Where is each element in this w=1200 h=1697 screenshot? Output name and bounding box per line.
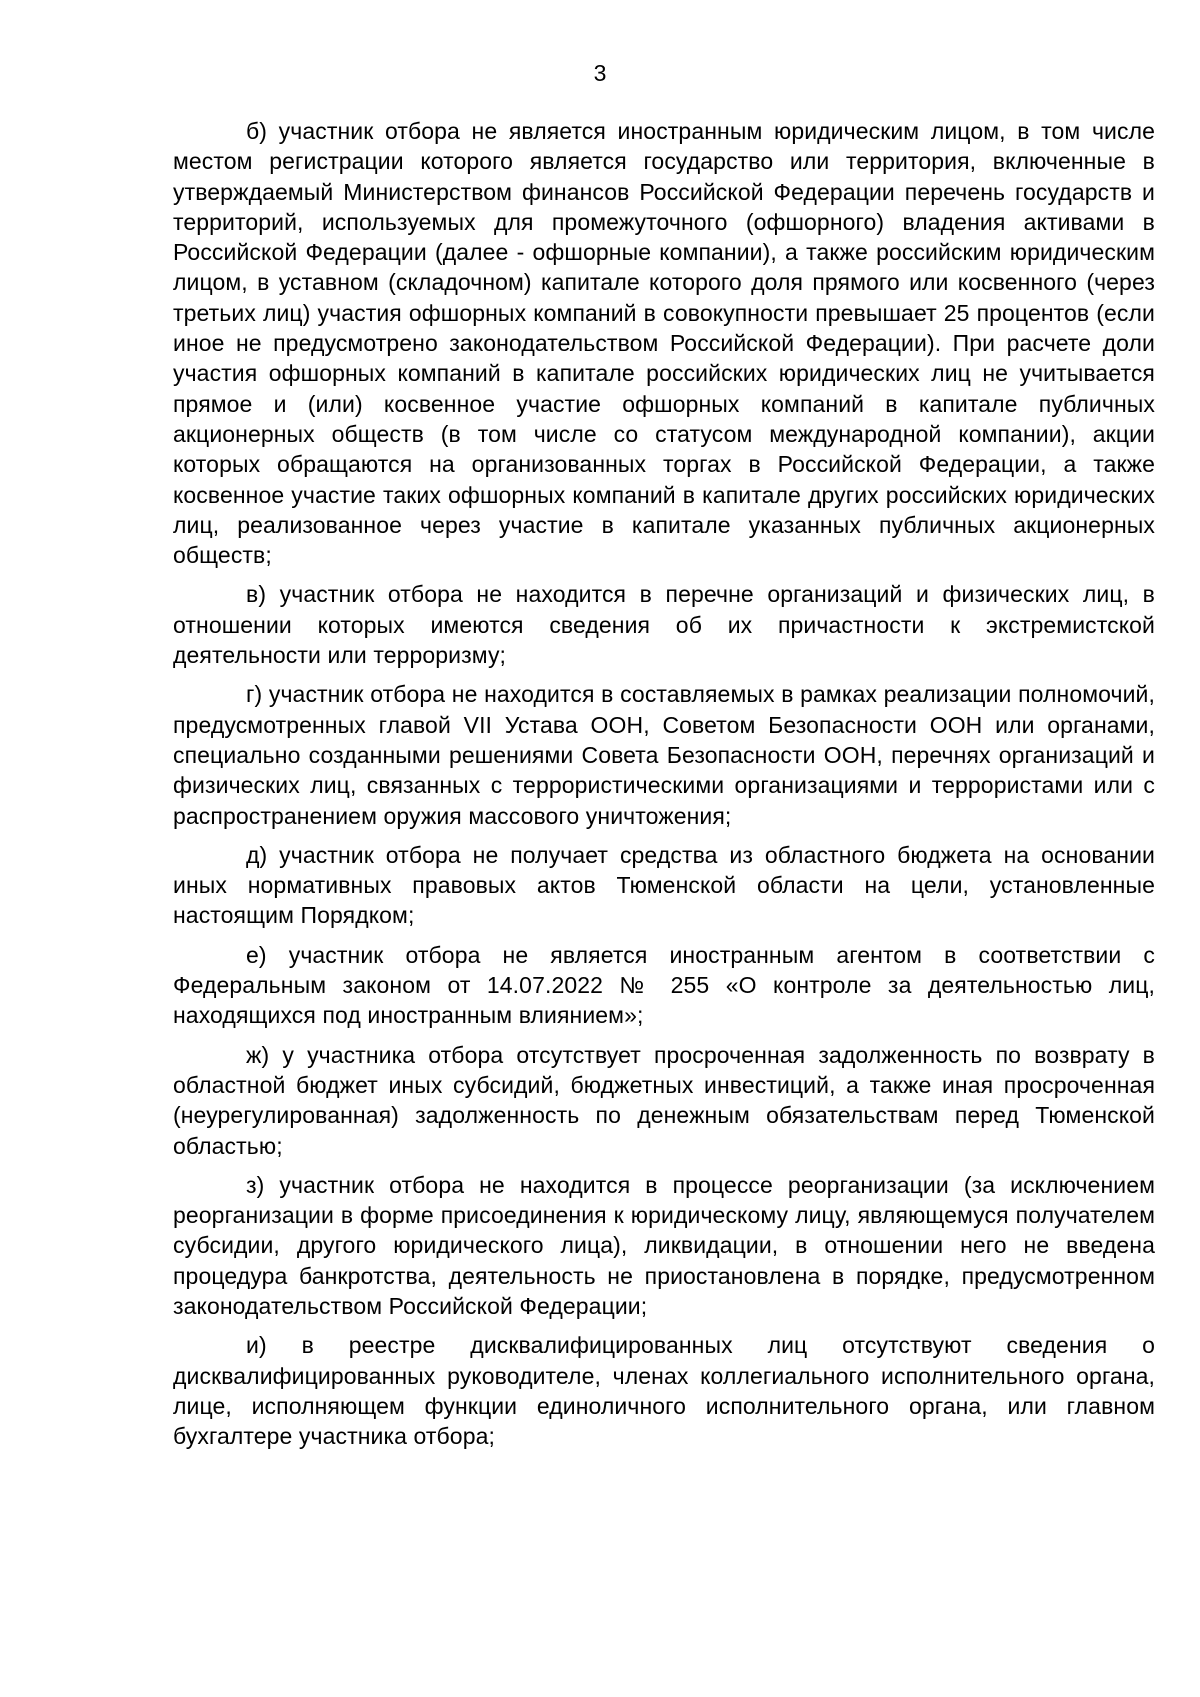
- paragraph-v: в) участник отбора не находится в перечне организаций и физических лиц, в отношении которых имеются сведения об их причастности к экстремистской деятельности или терроризму;: [173, 581, 1155, 669]
- paragraph-d: д) участник отбора не получает средства из областного бюджета на основании иных нормативных правовых актов Тюменской области на цели, установленные настоящим Порядком;: [173, 841, 1155, 929]
- page-number: 3: [593, 60, 607, 86]
- paragraph-zh: ж) у участника отбора отсутствует просроченная задолженность по возврату в областной бюджет иных субсидий, бюджетных инвестиций, а также иная просроченная (неурегулированная) задолженность по денежным обязательствам перед Тюменской областью;: [173, 1041, 1155, 1159]
- paragraph-e: е) участник отбора не является иностранным агентом в соответствии с Федеральным законом от 14.07.2022 № 255 «О контроле за деятельностью лиц, находящихся под иностранным влиянием»;: [173, 941, 1155, 1029]
- document-body: [173, 116, 1155, 1460]
- paragraph-g: г) участник отбора не находится в составляемых в рамках реализации полномочий, предусмотренных главой VII Устава ООН, Советом Безопасности ООН или органами, специально созданными решениями Совета Безопасности ООН, перечнях организаций и физических лиц, связанных с террористическими организациями и террористами или с распространением оружия массового уничтожения;: [173, 681, 1155, 829]
- paragraph-b: б) участник отбора не является иностранным юридическим лицом, в том числе местом регистрации которого является государство или территория, включенные в утверждаемый Министерством финансов Российской Федерации перечень государств и территорий, используемых для промежуточного (офшорного) владения активами в Российской Федерации (далее - офшорные компании), а также российским юридическим лицом, в уставном (складочном) капитале которого доля прямого или косвенного (через третьих лиц) участия офшорных компаний в совокупности превышает 25 процентов (если иное не предусмотрено законодательством Российской Федерации). При расчете доли участия офшорных компаний в капитале российских юридических лиц не учитывается прямое и (или) косвенное участие офшорных компаний в капитале публичных акционерных обществ (в том числе со статусом международной компании), акции которых обращаются на организованных торгах в Российской Федерации, а также косвенное участие таких офшорных компаний в капитале других российских юридических лиц, реализованное через участие в капитале указанных публичных акционерных обществ;: [173, 118, 1155, 569]
- paragraph-i: и) в реестре дисквалифицированных лиц отсутствуют сведения о дисквалифицированных руководителе, членах коллегиального исполнительного органа, лице, исполняющем функции единоличного исполнительного органа, или главном бухгалтере участника отбора;: [173, 1332, 1155, 1450]
- paragraph-z: з) участник отбора не находится в процессе реорганизации (за исключением реорганизации в форме присоединения к юридическому лицу, являющемуся получателем субсидии, другого юридического лица), ликвидации, в отношении него не введена процедура банкротства, деятельность не приостановлена в порядке, предусмотренном законодательством Российской Федерации;: [173, 1171, 1155, 1319]
